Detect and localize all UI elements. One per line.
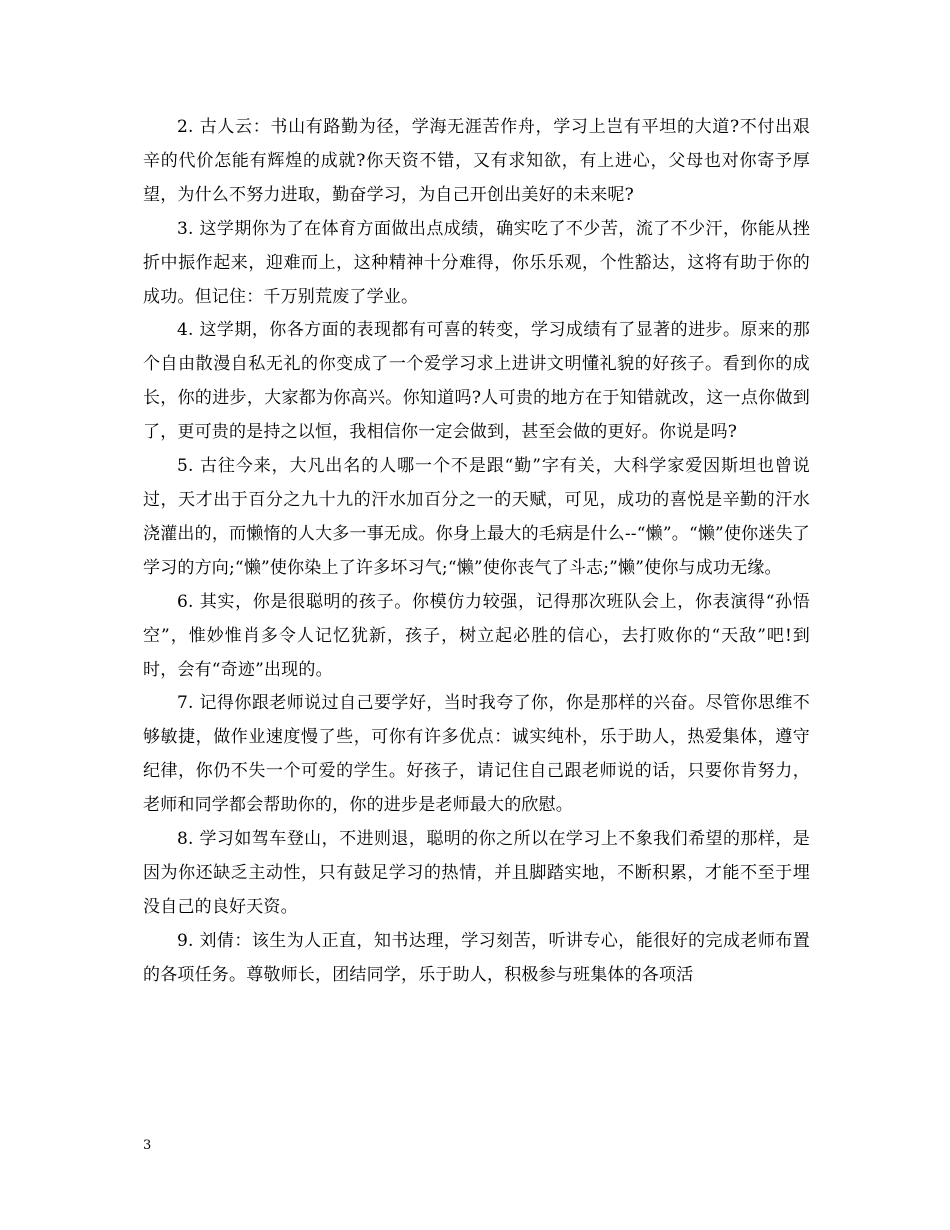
paragraph-5: 5. 古往今来，大凡出名的人哪一个不是跟“勤”字有关，大科学家爱因斯坦也曾说过，天才出于百分之九十九的汗水加百分之一的天赋，可见，成功的喜悦是辛勤的汗水浇灌出的，而懒惰的人大多一事无成。你身上最大的毛病是什么--“懒”。“懒”使你迷失了学习的方向;“懒”使你染上了许多坏习气;“懒”使你丧气了斗志;”懒”使你与成功无缘。 — [143, 456, 810, 578]
paragraph-6: 6. 其实，你是很聪明的孩子。你模仿力较强，记得那次班队会上，你表演得“孙悟空”，惟妙惟肖多令人记忆犹新，孩子，树立起必胜的信心，去打败你的“天敌”吧!到时，会有“奇迹”出现的。 — [143, 591, 810, 680]
body-text — [143, 111, 810, 993]
paragraph-7: 7. 记得你跟老师说过自己要学好，当时我夸了你，你是那样的兴奋。尽管你思维不够敏捷，做作业速度慢了些，可你有许多优点：诚实纯朴，乐于助人，热爱集体，遵守纪律，你仍不失一个可爱的学生。好孩子，请记住自己跟老师说的话，只要你肯努力，老师和同学都会帮助你的，你的进步是老师最大的欣慰。 — [143, 693, 810, 816]
paragraph-2: 2. 古人云：书山有路勤为径，学海无涯苦作舟，学习上岂有平坦的大道?不付出艰辛的代价怎能有辉煌的成就?你天资不错，又有求知欲，有上进心，父母也对你寄予厚望，为什么不努力进取，勤奋学习，为自己开创出美好的未来呢? — [143, 117, 810, 205]
page-number: 3 — [143, 1138, 152, 1153]
paragraph-3: 3. 这学期你为了在体育方面做出点成绩，确实吃了不少苦，流了不少汗，你能从挫折中振作起来，迎难而上，这种精神十分难得，你乐乐观，个性豁达，这将有助于你的成功。但记住：千万别荒废了学业。 — [143, 218, 810, 307]
paragraph-9: 9. 刘倩：该生为人正直，知书达理，学习刻苦，听讲专心，能很好的完成老师布置的各项任务。尊敬师长，团结同学，乐于助人，积极参与班集体的各项活 — [143, 930, 810, 985]
paragraph-4: 4. 这学期，你各方面的表现都有可喜的转变，学习成绩有了显著的进步。原来的那个自由散漫自私无礼的你变成了一个爱学习求上进讲文明懂礼貌的好孩子。看到你的成长，你的进步，大家都为你高兴。你知道吗?人可贵的地方在于知错就改，这一点你做到了，更可贵的是持之以恒，我相信你一定会做到，甚至会做的更好。你说是吗? — [143, 320, 810, 443]
paragraph-8: 8. 学习如驾车登山，不进则退，聪明的你之所以在学习上不象我们希望的那样，是因为你还缺乏主动性，只有鼓足学习的热情，并且脚踏实地，不断积累，才能不至于埋没自己的良好天资。 — [143, 829, 810, 917]
